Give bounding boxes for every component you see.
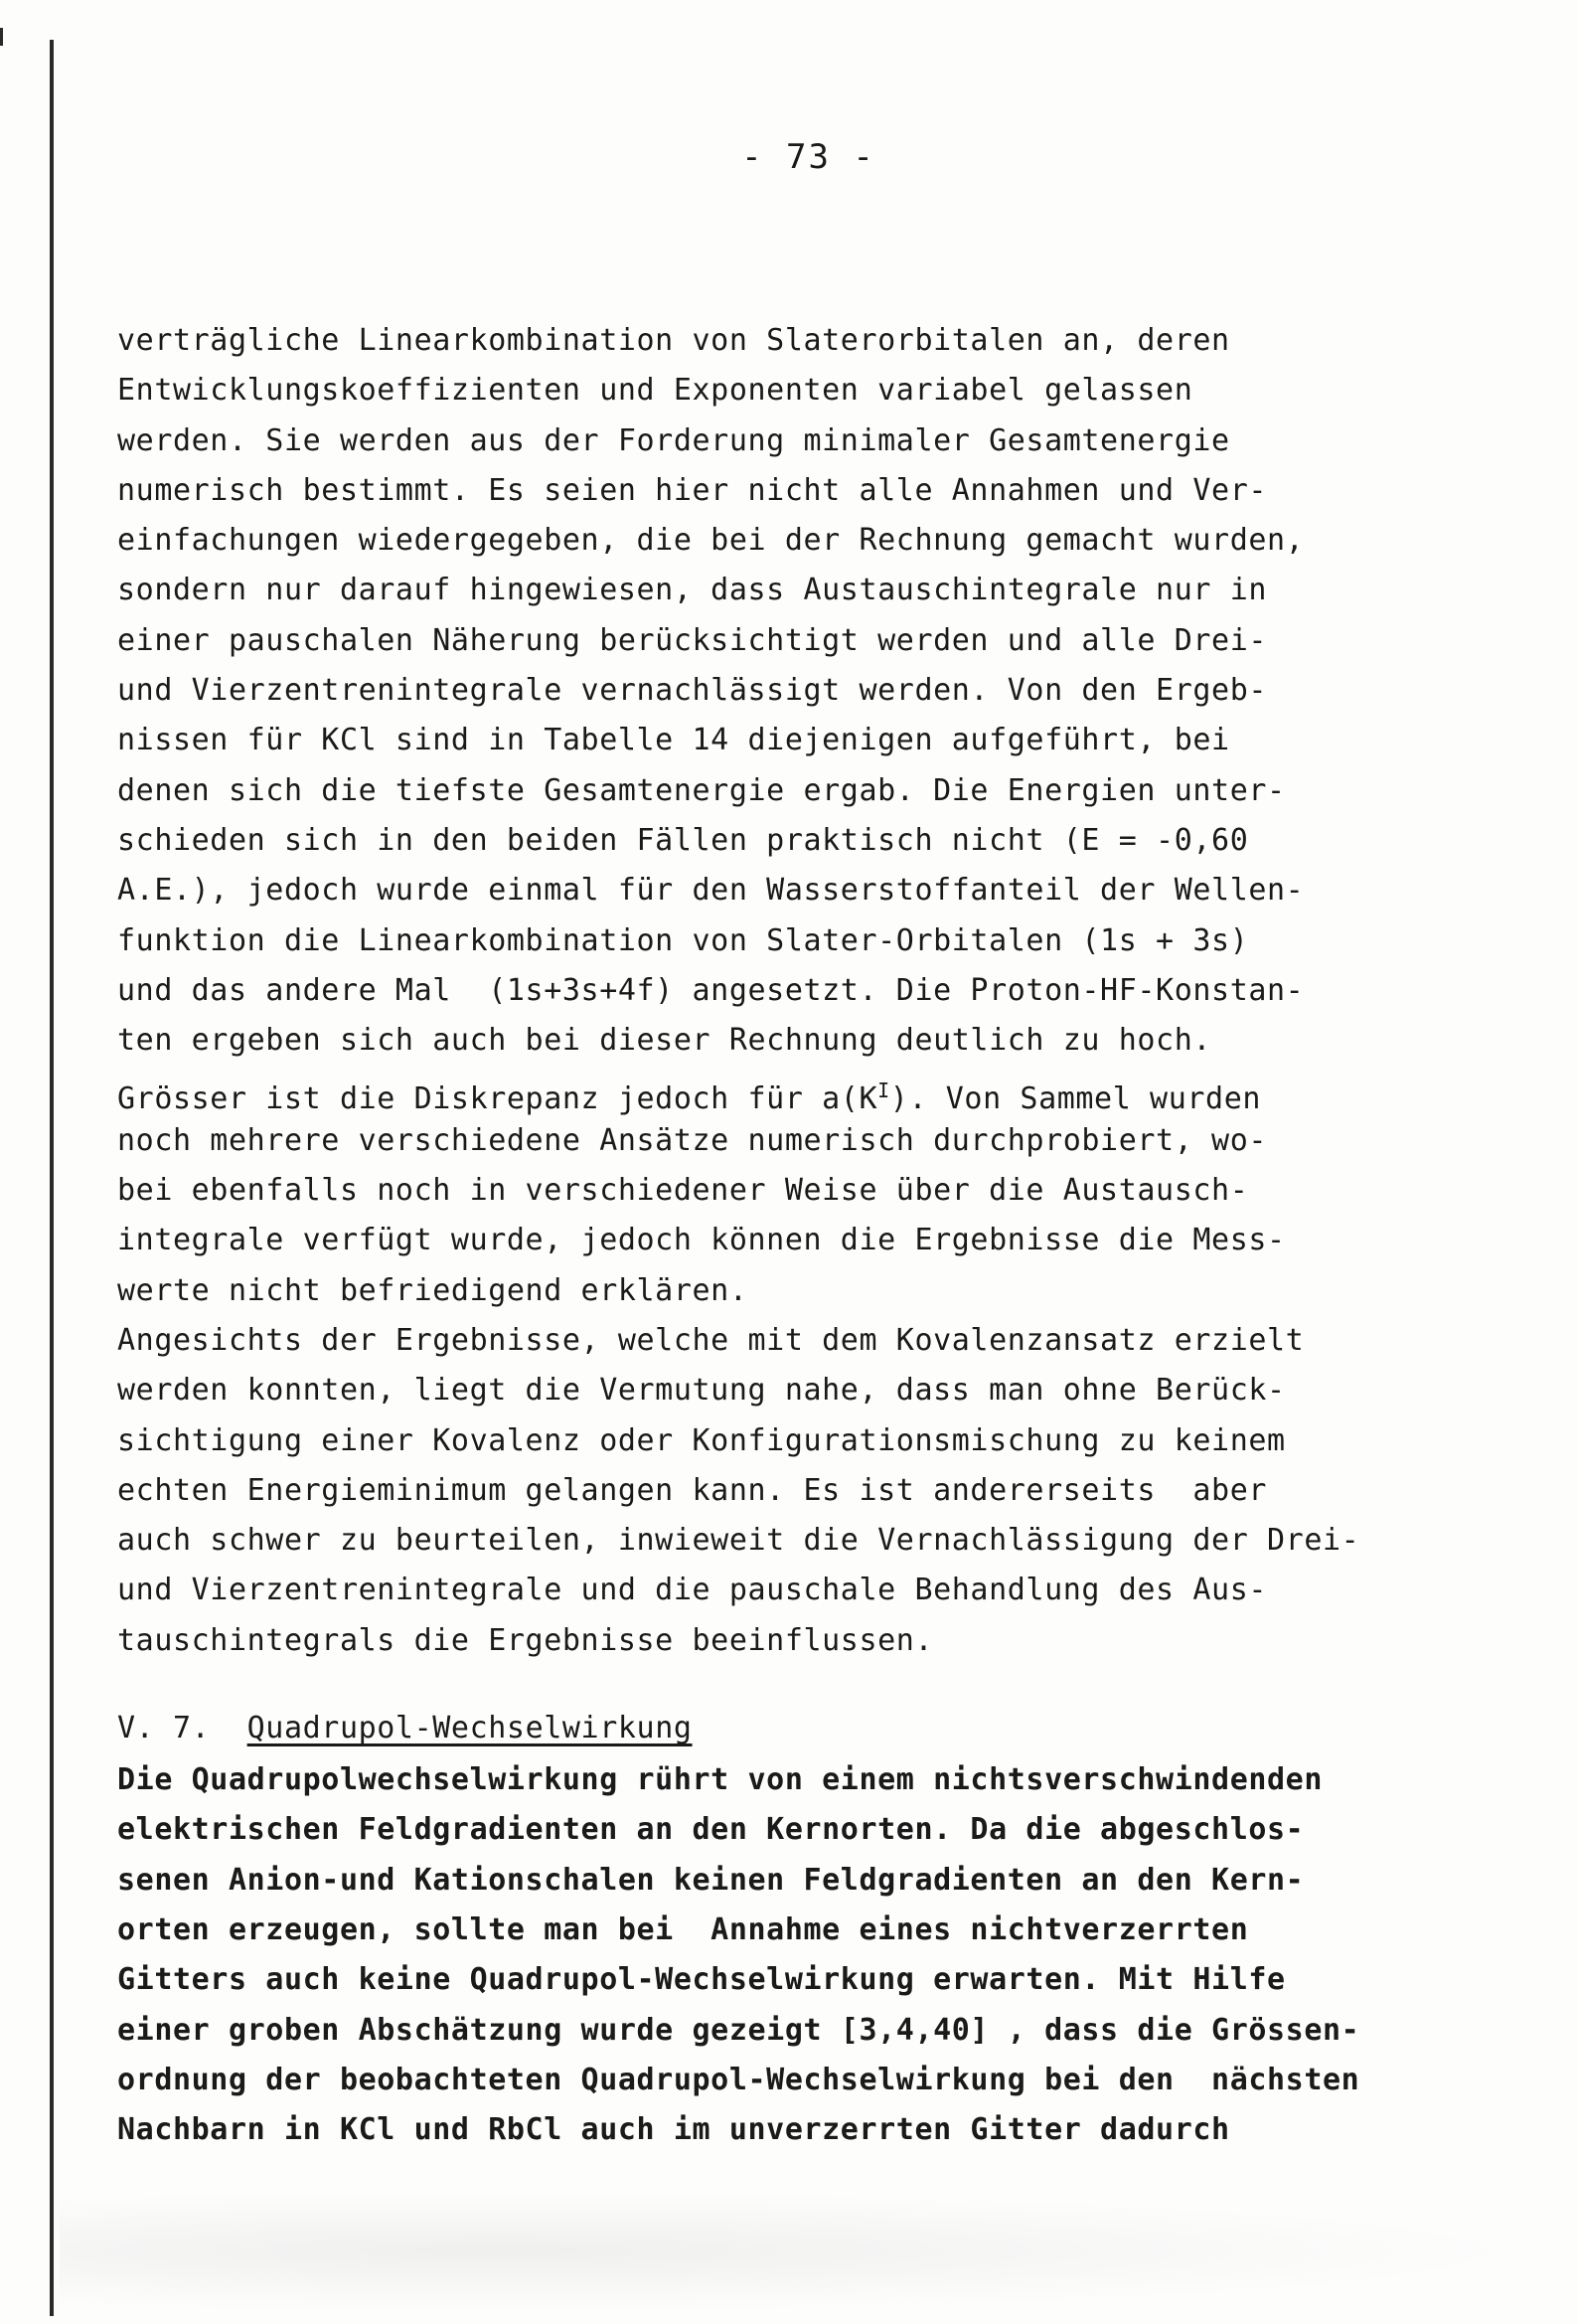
text-line — [117, 616, 1508, 666]
text-line-content: sichtigung einer Kovalenz oder Konfigurationsmischung zu keinem — [117, 1422, 1286, 1458]
text-line — [117, 1466, 1508, 1516]
page-number: - 73 - — [741, 137, 875, 177]
text-line — [117, 366, 1508, 415]
text-line — [117, 566, 1508, 615]
text-line — [117, 1955, 1508, 2005]
text-line — [117, 2105, 1508, 2155]
text-line — [117, 1805, 1508, 1855]
text-line-content: werte nicht befriedigend erklären. — [117, 1272, 748, 1308]
paragraph-1 — [117, 316, 1508, 1316]
text-line — [117, 966, 1508, 1016]
section-title: Quadrupol-Wechselwirkung — [246, 1711, 693, 1746]
paragraph-2 — [117, 1316, 1508, 1666]
text-line — [117, 316, 1508, 366]
text-line-content: bei ebenfalls noch in verschiedener Weise über die Austausch- — [117, 1173, 1249, 1209]
text-line-content: Die Quadrupolwechselwirkung rührt von einem nichtsverschwindenden — [117, 1762, 1323, 1798]
text-line-content: sondern nur darauf hingewiesen, dass Austauschintegrale nur in — [117, 573, 1268, 608]
text-line-content: Entwicklungskoeffizienten und Exponenten variabel gelassen — [117, 373, 1193, 409]
section-heading — [117, 1702, 1508, 1755]
text-line — [117, 516, 1508, 566]
text-line-content: ordnung der beobachteten Quadrupol-Wechselwirkung bei den nächsten — [117, 2062, 1360, 2097]
text-line-tail: ). Von Sammel wurden — [889, 1081, 1262, 1117]
text-line-content: Grösser ist die Diskrepanz jedoch für a(K — [117, 1081, 878, 1117]
text-line-content: noch mehrere verschiedene Ansätze numerisch durchprobiert, wo- — [117, 1122, 1268, 1158]
text-line — [117, 1566, 1508, 1615]
binding-margin-line — [50, 40, 54, 2316]
text-line-content: Angesichts der Ergebnisse, welche mit dem Kovalenzansatz erzielt — [117, 1322, 1305, 1358]
text-line-content: und das andere Mal (1s+3s+4f) angesetzt. Die Proton-HF-Konstan- — [117, 972, 1305, 1008]
text-line-content: funktion die Linearkombination von Slater-Orbitalen (1s + 3s) — [117, 922, 1249, 958]
text-line — [117, 716, 1508, 765]
text-line-content: verträgliche Linearkombination von Slaterorbitalen an, deren — [117, 323, 1230, 358]
text-line-content: einer groben Abschätzung wurde gezeigt [3,4,40] , dass die Grössen- — [117, 2012, 1360, 2048]
text-line-content: A.E.), jedoch wurde einmal für den Wasserstoffanteil der Wellen- — [117, 873, 1305, 909]
text-line — [117, 1906, 1508, 1955]
text-line-content: elektrischen Feldgradienten an den Kernorten. Da die abgeschlos- — [117, 1812, 1305, 1848]
text-line-content: werden konnten, liegt die Vermutung nahe, dass man ohne Berück- — [117, 1373, 1286, 1409]
text-line-content: integrale verfügt wurde, jedoch können die Ergebnisse die Mess- — [117, 1223, 1286, 1258]
paragraph-3 — [117, 1755, 1508, 2155]
text-line-content: denen sich die tiefste Gesamtenergie ergab. Die Energien unter- — [117, 772, 1286, 808]
text-line-content: und Vierzentrenintegrale vernachlässigt werden. Von den Ergeb- — [117, 673, 1268, 709]
text-line-content: auch schwer zu beurteilen, inwieweit die Vernachlässigung der Drei- — [117, 1523, 1360, 1559]
text-line — [117, 1516, 1508, 1566]
text-line — [117, 916, 1508, 966]
text-line — [117, 1116, 1508, 1166]
text-line — [117, 416, 1508, 466]
text-line-content: echten Energieminimum gelangen kann. Es ist andererseits aber — [117, 1472, 1268, 1508]
text-line — [117, 2056, 1508, 2105]
text-line — [117, 816, 1508, 866]
section-number: V. 7. — [117, 1711, 211, 1746]
text-line-content: nissen für KCl sind in Tabelle 14 diejenigen aufgeführt, bei — [117, 723, 1230, 758]
text-line-content: Nachbarn in KCl und RbCl auch im unverzerrten Gitter dadurch — [117, 2112, 1230, 2148]
text-line-content: Gitters auch keine Quadrupol-Wechselwirkung erwarten. Mit Hilfe — [117, 1962, 1286, 1998]
text-line-content: senen Anion-und Kationschalen keinen Feldgradienten an den Kern- — [117, 1862, 1305, 1898]
text-line-content: schieden sich in den beiden Fällen praktisch nicht (E = -0,60 — [117, 822, 1249, 858]
scan-smudge — [60, 2192, 1520, 2311]
text-line — [117, 1616, 1508, 1666]
superscript: I — [877, 1079, 890, 1103]
text-line-content: werden. Sie werden aus der Forderung minimaler Gesamtenergie — [117, 422, 1230, 458]
text-line — [117, 1266, 1508, 1316]
text-line — [117, 1755, 1508, 1805]
text-line-content: orten erzeugen, sollte man bei Annahme eines nichtverzerrten — [117, 1911, 1249, 1947]
text-line — [117, 666, 1508, 716]
text-line — [117, 1216, 1508, 1265]
text-line — [117, 1416, 1508, 1466]
text-line — [117, 2006, 1508, 2056]
margin-tick — [0, 28, 3, 46]
text-line-content: einer pauschalen Näherung berücksichtigt werden und alle Drei- — [117, 622, 1268, 658]
text-line — [117, 1366, 1508, 1415]
body-text — [117, 316, 1508, 2155]
text-line — [117, 866, 1508, 915]
text-line-content: numerisch bestimmt. Es seien hier nicht alle Annahmen und Ver- — [117, 472, 1268, 508]
text-line — [117, 766, 1508, 816]
text-line — [117, 1856, 1508, 1906]
text-line — [117, 1016, 1508, 1066]
text-line — [117, 1066, 1508, 1115]
text-line-content: tauschintegrals die Ergebnisse beeinflussen. — [117, 1622, 934, 1658]
text-line-content: und Vierzentrenintegrale und die pauschale Behandlung des Aus- — [117, 1573, 1268, 1608]
text-line-content: ten ergeben sich auch bei dieser Rechnung deutlich zu hoch. — [117, 1023, 1212, 1059]
text-line — [117, 1316, 1508, 1366]
text-line-content: einfachungen wiedergegeben, die bei der Rechnung gemacht wurden, — [117, 523, 1305, 559]
text-line — [117, 466, 1508, 516]
text-line — [117, 1166, 1508, 1216]
